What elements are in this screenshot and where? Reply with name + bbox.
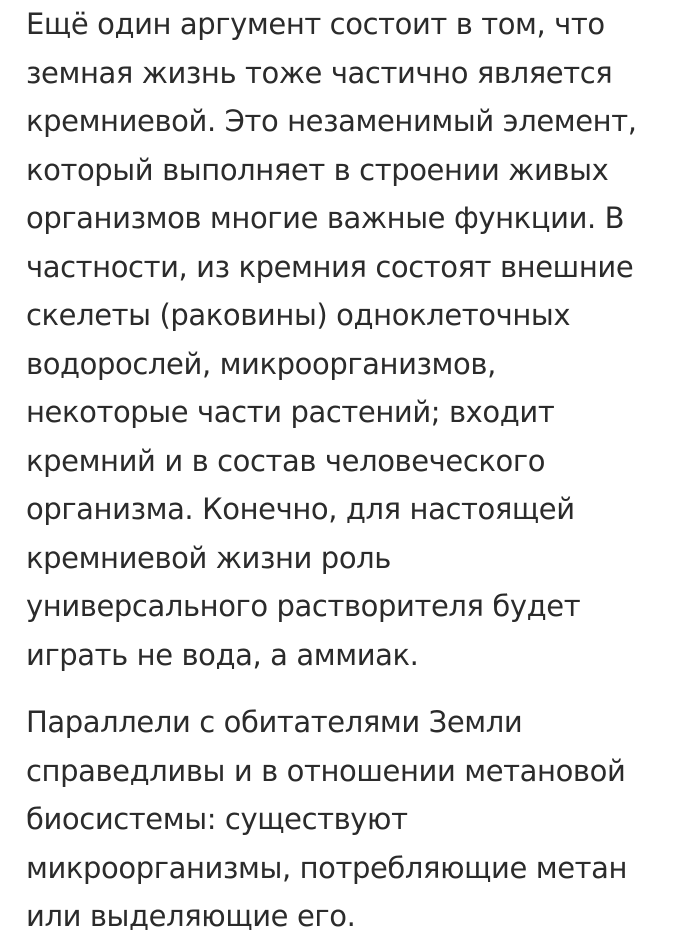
text-line: играть не вода, а аммиак.: [26, 637, 419, 672]
text-line: организмов многие важные функции. В: [26, 201, 625, 235]
text-line: кремниевой жизни роль: [26, 540, 391, 575]
paragraph-gap: [26, 679, 676, 698]
text-line: некоторые части растений; входит: [26, 395, 555, 429]
text-line: частности, из кремния состоят внешние: [26, 249, 634, 284]
text-line: универсального растворителя будет: [26, 589, 581, 623]
text-line: который выполняет в строении живых: [26, 152, 609, 187]
text-line: земная жизнь тоже частично является: [26, 55, 613, 90]
text-line: организма. Конечно, для настоящей: [26, 492, 575, 526]
article-text: [26, 0, 676, 941]
text-line: биосистемы: существуют: [26, 802, 408, 836]
text-line: водорослей, микроорганизмов,: [26, 346, 496, 381]
text-line: Ещё один аргумент состоит в том, что: [26, 7, 605, 41]
text-line: скелеты (раковины) одноклеточных: [26, 298, 571, 332]
text-line: микроорганизмы, потребляющие метан: [26, 850, 628, 885]
text-line: Параллели с обитателями Земли: [26, 705, 523, 739]
text-line: или выделяющие его.: [26, 899, 356, 933]
paragraph: [26, 0, 676, 679]
text-line: кремний и в состав человеческого: [26, 443, 546, 478]
text-line: справедливы и в отношении метановой: [26, 753, 626, 788]
text-line: кремниевой. Это незаменимый элемент,: [26, 104, 637, 138]
paragraph: [26, 698, 676, 941]
